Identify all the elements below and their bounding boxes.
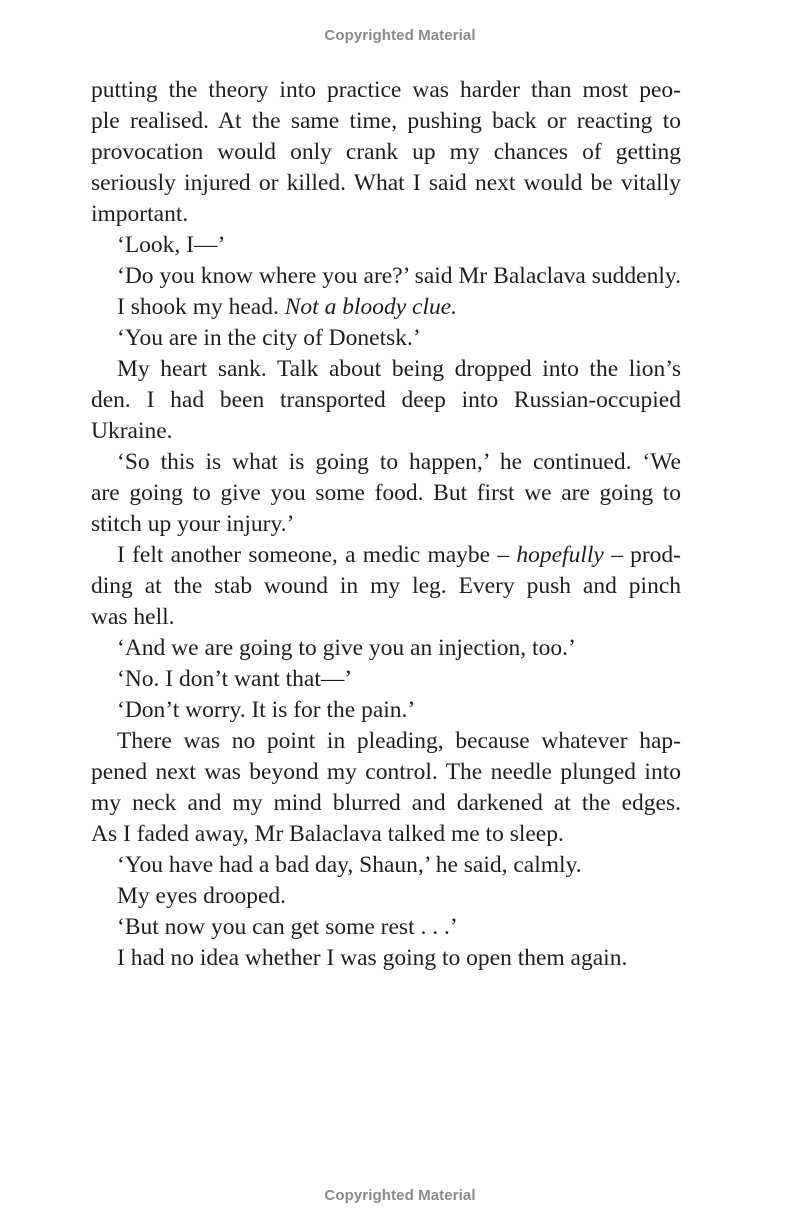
text-line: putting the theory into practice was harder than most peo- (91, 77, 681, 103)
text-line: important. (91, 201, 189, 227)
text-line: ‘So this is what is going to happen,’ he continued. ‘We (117, 449, 681, 475)
text-line: ‘Do you know where you are?’ said Mr Balaclava suddenly. (117, 263, 681, 289)
text-line: My heart sank. Talk about being dropped into the lion’s (117, 356, 681, 382)
text-line: ‘No. I don’t want that—’ (117, 666, 353, 692)
text-line: stitch up your injury.’ (91, 511, 295, 537)
text-line: I had no idea whether I was going to open them again. (117, 945, 628, 971)
text-line: are going to give you some food. But first we are going to (91, 480, 681, 506)
text-line: My eyes drooped. (117, 883, 287, 909)
text-line: ‘But now you can get some rest . . .’ (117, 914, 458, 940)
text-line: ‘And we are going to give you an injection, too.’ (117, 635, 576, 661)
text-line: den. I had been transported deep into Russian-occupied (91, 387, 681, 413)
text-line: seriously injured or killed. What I said next would be vitally (91, 170, 681, 196)
text-line: There was no point in pleading, because whatever hap- (117, 728, 681, 754)
text-line: pened next was beyond my control. The needle plunged into (91, 759, 681, 785)
text-line: ‘You have had a bad day, Shaun,’ he said, calmly. (117, 852, 582, 878)
text-span: I shook my head. (117, 294, 285, 320)
italic-text: hopefully (516, 542, 604, 568)
copyright-watermark-top: Copyrighted Material (324, 27, 476, 44)
text-span: – prod- (603, 542, 681, 568)
text-line: ‘Look, I—’ (117, 232, 226, 258)
text-span: I felt another someone, a medic maybe – (117, 542, 517, 568)
copyright-watermark-bottom: Copyrighted Material (324, 1187, 476, 1204)
text-line: was hell. (91, 604, 175, 630)
text-line (91, 292, 681, 323)
text-line: ‘You are in the city of Donetsk.’ (117, 325, 421, 351)
text-line: Ukraine. (91, 418, 173, 444)
text-line: ple realised. At the same time, pushing back or reacting to (91, 108, 681, 134)
text-line: ding at the stab wound in my leg. Every push and pinch (91, 573, 681, 599)
text-line: provocation would only crank up my chances of getting (91, 139, 681, 165)
text-line: my neck and my mind blurred and darkened at the edges. (91, 790, 681, 816)
text-line: ‘Don’t worry. It is for the pain.’ (117, 697, 416, 723)
text-line (91, 540, 681, 571)
text-line: As I faded away, Mr Balaclava talked me to sleep. (91, 821, 564, 847)
page-body-text (91, 75, 681, 974)
italic-text: Not a bloody clue. (284, 294, 458, 320)
